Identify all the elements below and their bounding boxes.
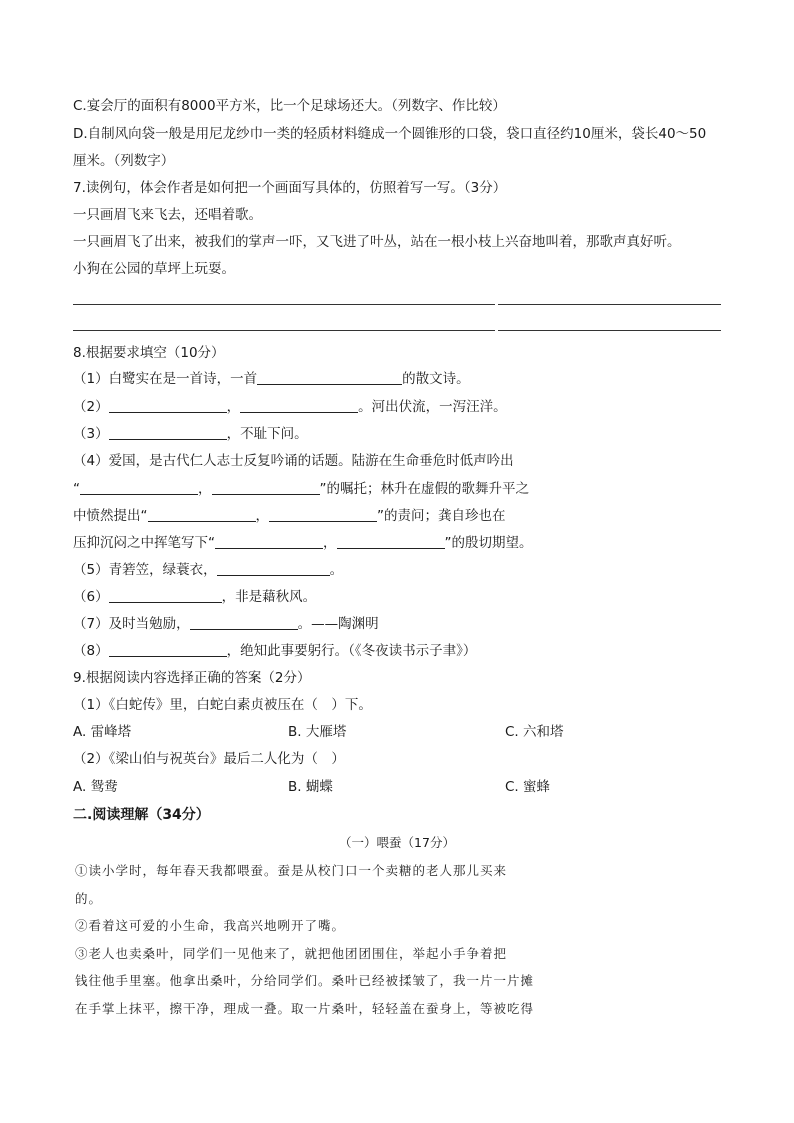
passage-line-6: 在手掌上抹平，擦干净，理成一叠。取一片桑叶，轻轻盖在蚕身上，等被吃得 bbox=[75, 1001, 535, 1016]
q9-2-option-c[interactable]: C. 蜜蜂 bbox=[505, 779, 551, 795]
q6-option-d: D.自制风向袋一般是用尼龙纱巾一类的轻质材料缝成一个圆锥形的口袋，袋口直径约10厘米，袋长40～50 bbox=[73, 126, 707, 142]
q8-4-comma-1: ， bbox=[198, 481, 212, 497]
q8-6-text-b: ，非是藉秋风。 bbox=[221, 589, 317, 605]
q8-4-blank-3[interactable] bbox=[148, 507, 256, 522]
q8-2-blank-1[interactable] bbox=[109, 398, 227, 413]
q8-1-text-b: 的散文诗。 bbox=[402, 371, 470, 387]
q8-item-4-line-2 bbox=[73, 480, 529, 498]
q7-example-short: 一只画眉飞来飞去，还唱着歌。 bbox=[73, 207, 262, 223]
q7-example-long: 一只画眉飞了出来，被我们的掌声一吓，又飞进了叶丛，站在一根小枝上兴奋地叫着，那歌声真好听。 bbox=[73, 234, 681, 250]
q8-2-text-a: （2） bbox=[73, 399, 109, 415]
q8-2-blank-2[interactable] bbox=[240, 398, 358, 413]
answer-line-1b[interactable] bbox=[498, 304, 721, 305]
q8-item-2 bbox=[73, 398, 507, 416]
q8-4-blank-4[interactable] bbox=[269, 507, 377, 522]
q8-4-blank-1[interactable] bbox=[80, 480, 198, 495]
q8-2-comma: ， bbox=[226, 399, 241, 415]
q8-prompt: 8.根据要求填空（10分） bbox=[73, 345, 225, 361]
q7-prompt: 7.读例句，体会作者是如何把一个画面写具体的，仿照着写一写。（3分） bbox=[73, 180, 507, 196]
q8-4-text-d3: ”的殷切期望。 bbox=[444, 535, 533, 551]
q8-5-blank[interactable] bbox=[217, 561, 330, 576]
q8-item-5 bbox=[73, 561, 343, 579]
q8-4-text-b3: ”的嘱托；林升在虚假的歌舞升平之 bbox=[319, 481, 529, 497]
q8-item-6 bbox=[73, 588, 316, 606]
q8-item-8 bbox=[73, 642, 476, 660]
q8-item-3 bbox=[73, 425, 308, 443]
q8-8-text-b: ，绝知此事要躬行。（《冬夜读书示子聿》） bbox=[226, 643, 477, 659]
q8-8-blank[interactable] bbox=[109, 642, 227, 657]
q9-1-option-b[interactable]: B. 大雁塔 bbox=[288, 724, 347, 740]
q8-4-blank-2[interactable] bbox=[212, 480, 320, 495]
q8-item-4: （4）爱国，是古代仁人志士反复吟诵的话题。陆游在生命垂危时低声吟出 bbox=[73, 453, 514, 469]
q8-5-text-a: （5）青箬笠，绿蓑衣， bbox=[73, 562, 217, 578]
q8-4-comma-3: ， bbox=[323, 535, 337, 551]
q8-item-1 bbox=[73, 370, 470, 388]
q8-7-text-a: （7）及时当勉励， bbox=[73, 616, 190, 632]
q9-prompt: 9.根据阅读内容选择正确的答案（2分） bbox=[73, 670, 311, 686]
q8-4-blank-6[interactable] bbox=[337, 534, 445, 549]
answer-line-2b[interactable] bbox=[498, 330, 721, 331]
passage-line-1: ①读小学时，每年春天我都喂蚕。蚕是从校门口一个卖糖的老人那儿买来 bbox=[75, 863, 508, 878]
q8-2-text-c: 。河出伏流，一泻汪洋。 bbox=[358, 399, 507, 415]
q9-1-option-c[interactable]: C. 六和塔 bbox=[505, 724, 564, 740]
q6-option-c: C.宴会厅的面积有8000平方米，比一个足球场还大。（列数字、作比较） bbox=[73, 98, 506, 114]
q9-2-option-a[interactable]: A. 鸳鸯 bbox=[73, 779, 118, 795]
q9-item-1: （1）《白蛇传》里，白蛇白素贞被压在（ ）下。 bbox=[73, 697, 372, 713]
q8-3-text-a: （3） bbox=[73, 426, 109, 442]
answer-line-1a[interactable] bbox=[73, 304, 495, 305]
q9-2-option-b[interactable]: B. 蝴蝶 bbox=[288, 779, 333, 795]
q8-7-text-b: 。——陶渊明 bbox=[297, 616, 379, 632]
q6-option-d-cont: 厘米。（列数字） bbox=[73, 153, 175, 169]
q8-4-text-d1: 压抑沉闷之中挥笔写下“ bbox=[73, 535, 215, 551]
passage-line-5: 钱往他手里塞。他拿出桑叶，分给同学们。桑叶已经被揉皱了，我一片一片摊 bbox=[75, 973, 535, 988]
q8-4-quote-open: “ bbox=[73, 481, 80, 497]
q8-1-blank[interactable] bbox=[257, 370, 402, 385]
q8-4-text-c1: 中愤然提出“ bbox=[73, 508, 148, 524]
q8-4-blank-5[interactable] bbox=[215, 534, 323, 549]
answer-line-2a[interactable] bbox=[73, 330, 495, 331]
q8-8-text-a: （8） bbox=[73, 643, 109, 659]
q9-item-2: （2）《梁山伯与祝英台》最后二人化为（ ） bbox=[73, 751, 345, 767]
passage-line-4: ③老人也卖桑叶，同学们一见他来了，就把他团团围住，举起小手争着把 bbox=[75, 946, 508, 961]
q8-4-comma-2: ， bbox=[255, 508, 269, 524]
passage-title: （一）喂蚕（17分） bbox=[339, 835, 455, 850]
q7-task: 小狗在公园的草坪上玩耍。 bbox=[73, 261, 235, 277]
passage-line-2: 的。 bbox=[75, 891, 103, 906]
q8-6-blank[interactable] bbox=[109, 588, 222, 603]
q8-3-blank[interactable] bbox=[109, 425, 227, 440]
q8-5-text-b: 。 bbox=[329, 562, 344, 578]
q8-4-text-c3: ”的责问；龚自珍也在 bbox=[377, 508, 506, 524]
q8-3-text-b: ，不耻下问。 bbox=[226, 426, 308, 442]
q8-item-4-line-3 bbox=[73, 507, 506, 525]
q8-item-7 bbox=[73, 615, 379, 633]
q8-6-text-a: （6） bbox=[73, 589, 109, 605]
passage-line-3: ②看着这可爱的小生命，我高兴地咧开了嘴。 bbox=[75, 918, 346, 933]
q8-1-text-a: （1）白鹭实在是一首诗，一首 bbox=[73, 371, 258, 387]
q9-1-option-a[interactable]: A. 雷峰塔 bbox=[73, 724, 132, 740]
section-2-heading: 二.阅读理解（34分） bbox=[73, 807, 210, 823]
q8-7-blank[interactable] bbox=[190, 615, 298, 630]
q8-item-4-line-4 bbox=[73, 534, 533, 552]
